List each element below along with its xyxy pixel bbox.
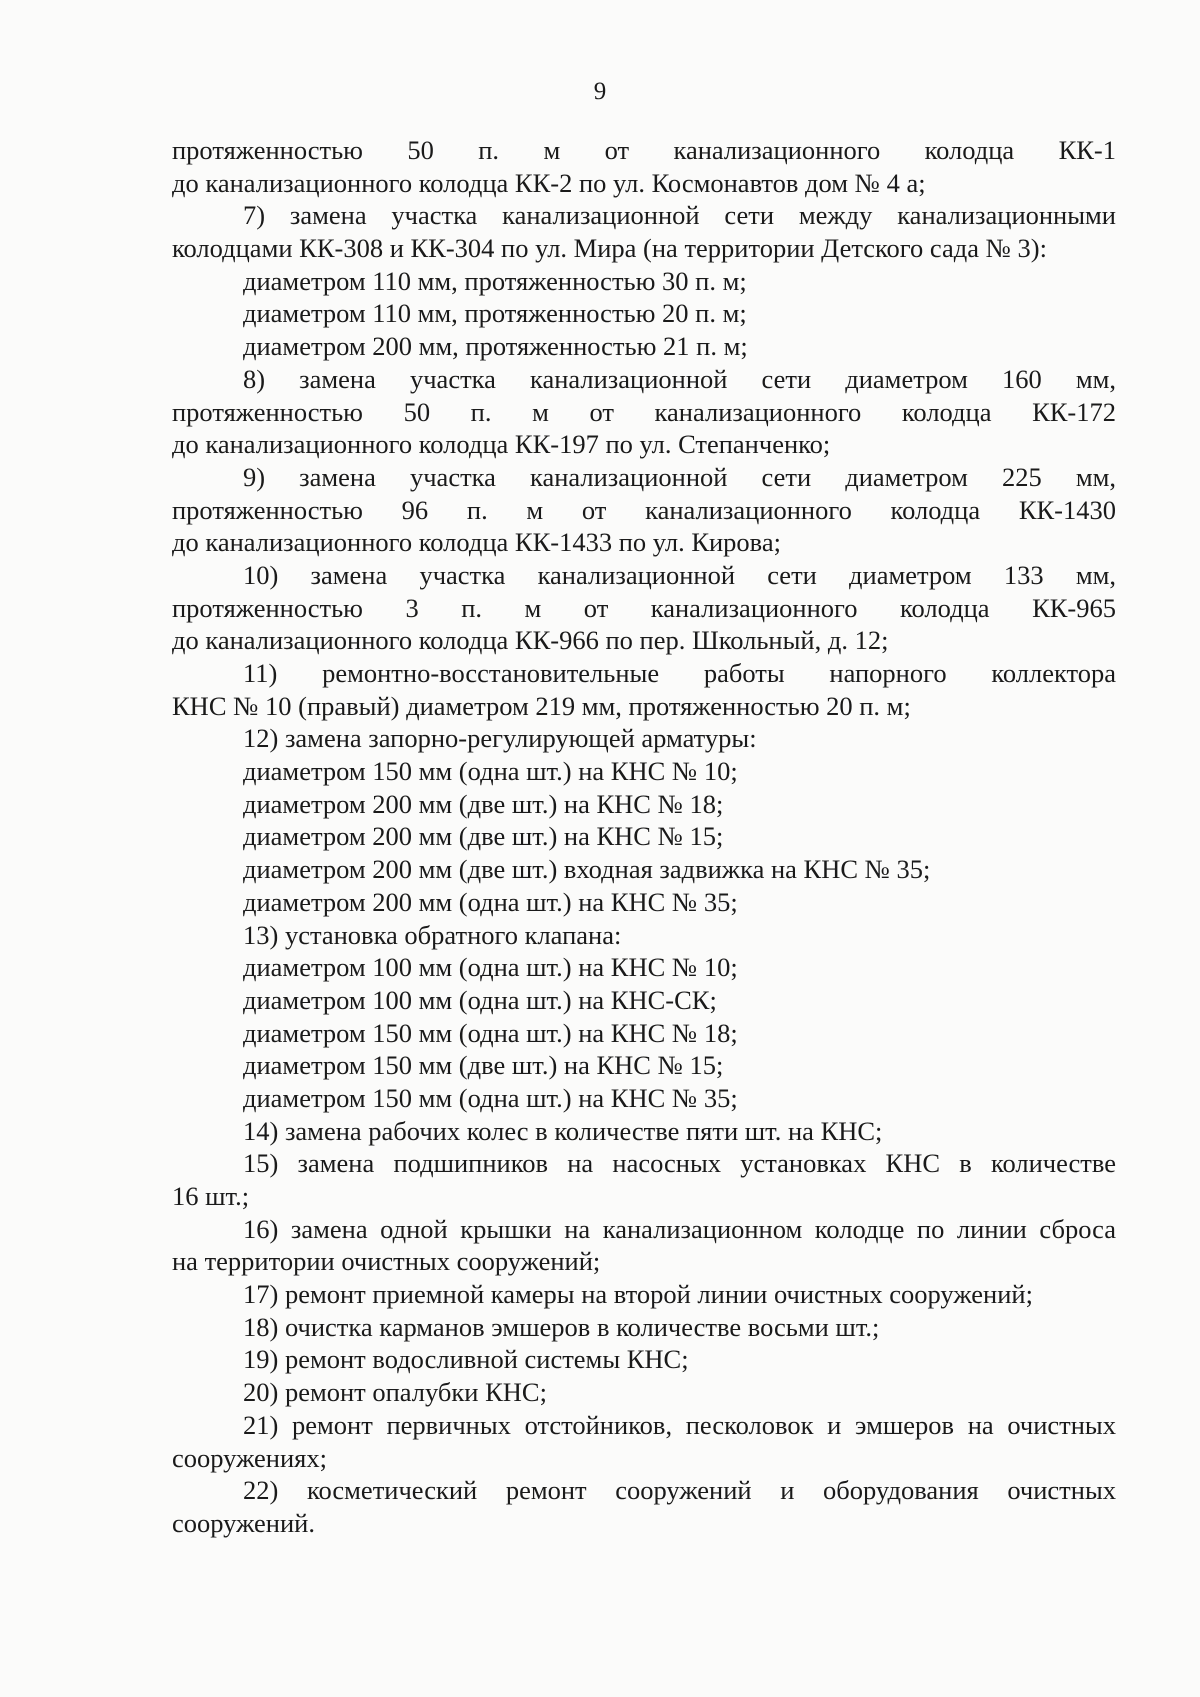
text-line: 22) косметический ремонт сооружений и оборудования очистных bbox=[243, 1475, 1116, 1506]
text-line: 16) замена одной крышки на канализационном колодце по линии сброса bbox=[243, 1213, 1116, 1244]
text-line: диаметром 150 мм (одна шт.) на КНС № 35; bbox=[243, 1082, 738, 1113]
text-line: 19) ремонт водосливной системы КНС; bbox=[243, 1344, 689, 1375]
document-body bbox=[172, 134, 1116, 1540]
text-line: диаметром 200 мм, протяженностью 21 п. м; bbox=[243, 331, 748, 362]
text-line: диаметром 200 мм (две шт.) на КНС № 18; bbox=[243, 788, 724, 819]
text-line: 17) ремонт приемной камеры на второй линии очистных сооружений; bbox=[243, 1279, 1033, 1310]
text-line: диаметром 100 мм (одна шт.) на КНС-СК; bbox=[243, 984, 717, 1015]
text-line: 9) замена участка канализационной сети диаметром 225 мм, bbox=[243, 461, 1116, 492]
text-line: диаметром 150 мм (одна шт.) на КНС № 18; bbox=[243, 1017, 738, 1048]
text-line: до канализационного колодца КК-1433 по ул. Кирова; bbox=[172, 527, 781, 558]
text-line: 16 шт.; bbox=[172, 1181, 250, 1211]
text-line: 11) ремонтно-восстановительные работы напорного коллектора bbox=[243, 658, 1116, 688]
text-line: сооружениях; bbox=[172, 1442, 327, 1473]
text-line: до канализационного колодца КК-2 по ул. Космонавтов дом № 4 а; bbox=[172, 167, 926, 198]
text-line: 18) очистка карманов эмшеров в количестве восьми шт.; bbox=[243, 1311, 880, 1342]
text-line: диаметром 150 мм (одна шт.) на КНС № 10; bbox=[243, 756, 738, 787]
text-line: протяженностью 96 п. м от канализационного колодца КК-1430 bbox=[172, 494, 1116, 525]
text-line: диаметром 110 мм, протяженностью 30 п. м; bbox=[243, 265, 747, 296]
text-line: диаметром 200 мм (две шт.) на КНС № 15; bbox=[243, 821, 724, 852]
text-line: 13) установка обратного клапана: bbox=[243, 919, 622, 950]
text-line: 14) замена рабочих колес в количестве пяти шт. на КНС; bbox=[243, 1115, 883, 1146]
text-line: диаметром 150 мм (две шт.) на КНС № 15; bbox=[243, 1050, 724, 1081]
text-line: 7) замена участка канализационной сети между канализационными bbox=[243, 200, 1116, 231]
text-line: диаметром 110 мм, протяженностью 20 п. м; bbox=[243, 298, 747, 329]
text-line: 12) замена запорно-регулирующей арматуры: bbox=[243, 723, 757, 754]
text-line: протяженностью 50 п. м от канализационного колодца КК-172 bbox=[172, 396, 1116, 427]
text-line: до канализационного колодца КК-197 по ул. Степанченко; bbox=[172, 429, 831, 460]
text-line: протяженностью 50 п. м от канализационного колодца КК-1 bbox=[172, 135, 1116, 165]
text-line: 15) замена подшипников на насосных установках КНС в количестве bbox=[243, 1148, 1116, 1179]
text-line: до канализационного колодца КК-966 по пер. Школьный, д. 12; bbox=[172, 625, 889, 656]
text-line: диаметром 200 мм (две шт.) входная задвижка на КНС № 35; bbox=[243, 854, 931, 885]
text-line: 10) замена участка канализационной сети диаметром 133 мм, bbox=[243, 559, 1116, 590]
page-number: 9 bbox=[593, 78, 607, 105]
text-line: 21) ремонт первичных отстойников, песколовок и эмшеров на очистных bbox=[243, 1409, 1116, 1440]
text-line: колодцами КК-308 и КК-304 по ул. Мира (на территории Детского сада № 3): bbox=[172, 233, 1047, 264]
text-line: 8) замена участка канализационной сети диаметром 160 мм, bbox=[243, 363, 1116, 394]
text-line: на территории очистных сооружений; bbox=[172, 1246, 601, 1277]
text-line: сооружений. bbox=[172, 1507, 315, 1538]
text-line: протяженностью 3 п. м от канализационного колодца КК-965 bbox=[172, 592, 1116, 623]
text-line: 20) ремонт опалубки КНС; bbox=[243, 1377, 547, 1408]
text-line: диаметром 100 мм (одна шт.) на КНС № 10; bbox=[243, 952, 738, 983]
text-line: диаметром 200 мм (одна шт.) на КНС № 35; bbox=[243, 886, 738, 917]
text-line: КНС № 10 (правый) диаметром 219 мм, протяженностью 20 п. м; bbox=[172, 690, 911, 721]
